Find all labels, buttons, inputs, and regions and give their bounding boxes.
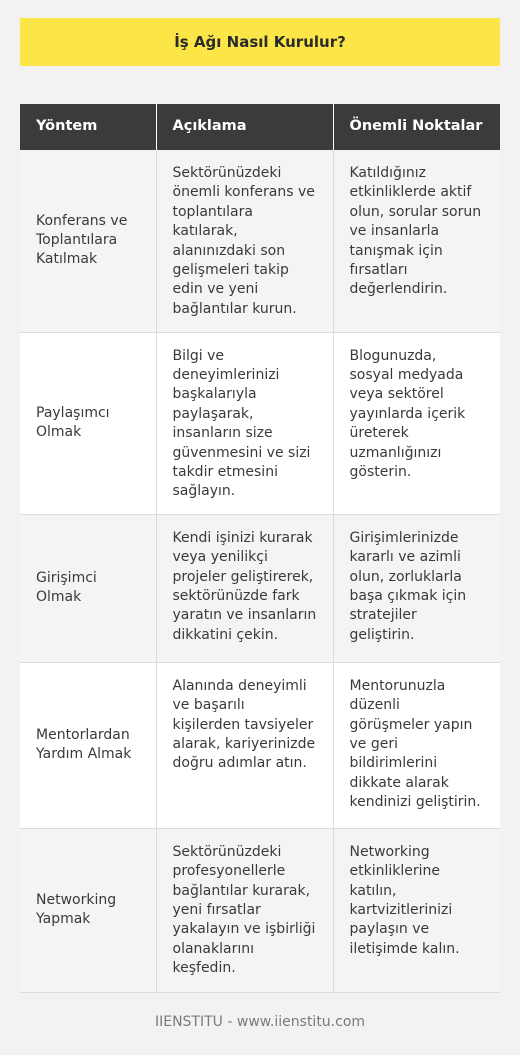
table-header-row <box>20 104 500 150</box>
description-cell: Alanında deneyimli ve başarılı kişilerden tavsiyeler alarak, kariyerinizde doğru adımlar atın. <box>156 662 333 828</box>
table-row <box>20 150 500 332</box>
method-cell: Girişimci Olmak <box>20 514 156 662</box>
table-row <box>20 828 500 992</box>
table-row <box>20 662 500 828</box>
networking-table <box>20 104 500 993</box>
column-header-notes: Önemli Noktalar <box>333 104 500 150</box>
method-cell: Networking Yapmak <box>20 828 156 992</box>
table-row <box>20 332 500 514</box>
footer-credit: IIENSTITU - www.iienstitu.com <box>154 1014 366 1030</box>
notes-cell: Girişimlerinizde kararlı ve azimli olun, zorluklarla başa çıkmak için stratejiler geliştirin. <box>333 514 500 662</box>
method-cell: Paylaşımcı Olmak <box>20 332 156 514</box>
description-cell: Bilgi ve deneyimlerinizi başkalarıyla paylaşarak, insanların size güvenmesini ve sizi takdir etmesini sağlayın. <box>156 332 333 514</box>
description-cell: Sektörünüzdeki önemli konferans ve toplantılara katılarak, alanınızdaki son gelişmeleri takip edin ve yeni bağlantılar kurun. <box>156 150 333 332</box>
column-header-method: Yöntem <box>20 104 156 150</box>
notes-cell: Katıldığınız etkinliklerde aktif olun, sorular sorun ve insanlarla tanışmak için fırsatları değerlendirin. <box>333 150 500 332</box>
description-cell: Kendi işinizi kurarak veya yenilikçi projeler geliştirerek, sektörünüzde fark yaratın ve insanların dikkatini çekin. <box>156 514 333 662</box>
method-cell: Konferans ve Toplantılara Katılmak <box>20 150 156 332</box>
notes-cell: Mentorunuzla düzenli görüşmeler yapın ve geri bildirimlerini dikkate alarak kendinizi geliştirin. <box>333 662 500 828</box>
table-row <box>20 514 500 662</box>
notes-cell: Networking etkinliklerine katılın, kartvizitlerinizi paylaşın ve iletişimde kalın. <box>333 828 500 992</box>
notes-cell: Blogunuzda, sosyal medyada veya sektörel yayınlarda içerik üreterek uzmanlığınızı gösterin. <box>333 332 500 514</box>
description-cell: Sektörünüzdeki profesyonellerle bağlantılar kurarak, yeni fırsatlar yakalayın ve işbirliği olanaklarını keşfedin. <box>156 828 333 992</box>
page-title: İş Ağı Nasıl Kurulur? <box>20 18 500 66</box>
method-cell: Mentorlardan Yardım Almak <box>20 662 156 828</box>
column-header-description: Açıklama <box>156 104 333 150</box>
